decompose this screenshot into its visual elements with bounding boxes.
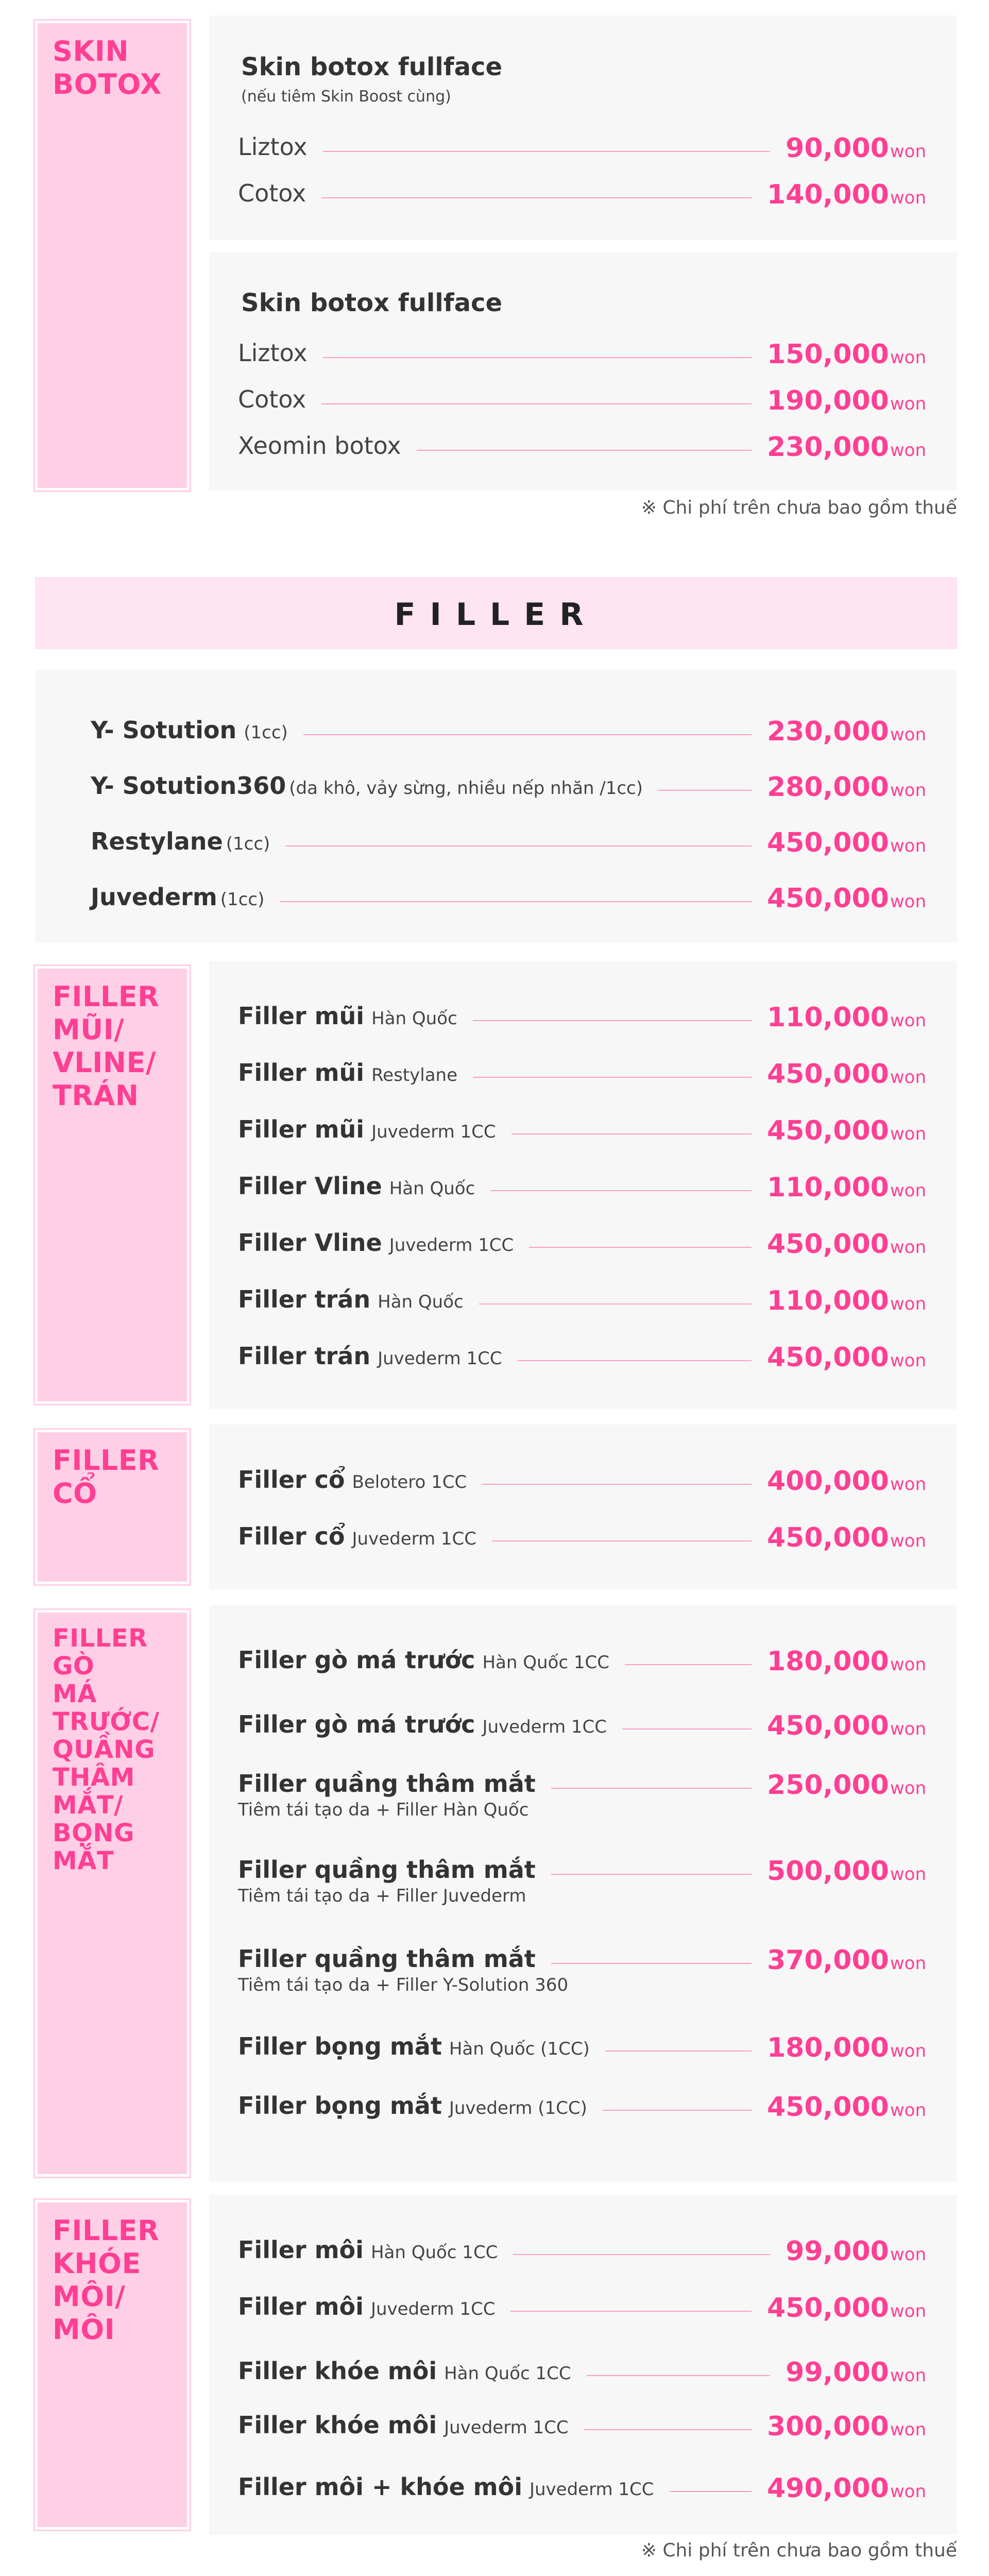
item-name	[238, 1172, 475, 1200]
price-row	[238, 2411, 926, 2442]
side-title-line: MÔI/	[53, 2280, 126, 2313]
item-detail: Hàn Quốc	[389, 1178, 475, 1199]
side-title-line: THÂM MẮT/	[53, 1763, 135, 1820]
side-title-line: FILLER GÒ	[53, 1624, 148, 1681]
currency: won	[890, 394, 926, 414]
side-title-line: MŨI/	[53, 1013, 125, 1046]
side-panel-skin-botox	[35, 21, 190, 490]
leader-line	[587, 2375, 770, 2376]
item-name-text: Filler môi	[238, 2293, 364, 2320]
side-title	[53, 2214, 159, 2346]
currency: won	[890, 188, 926, 208]
item-subtitle: Tiêm tái tạo da + Filler Juvederm	[238, 1886, 526, 1906]
leader-line	[285, 845, 752, 846]
price-value: 180,000	[766, 2032, 889, 2063]
item-name: Xeomin botox	[238, 432, 401, 460]
leader-line	[584, 2429, 752, 2430]
item-name-text: Filler cổ	[238, 1522, 345, 1550]
leader-line	[321, 403, 752, 404]
item-name-text: Filler mũi	[238, 1115, 365, 1143]
currency: won	[890, 2419, 926, 2440]
item-name	[238, 2236, 498, 2264]
box-subtitle: (nếu tiêm Skin Boost cùng)	[241, 88, 451, 106]
currency: won	[890, 1778, 926, 1799]
side-title	[53, 1624, 190, 1875]
price-value: 110,000	[766, 1285, 889, 1316]
item-price	[767, 827, 926, 858]
item-name-text: Filler bọng mắt	[238, 2032, 442, 2060]
item-name-text: Filler Vline	[238, 1172, 382, 1200]
side-title-line: BỌNG MẮT	[53, 1819, 134, 1875]
currency: won	[890, 1294, 926, 1314]
side-panel-filler-cheek	[35, 1610, 190, 2177]
filler-nose-box	[209, 961, 957, 1409]
price-row	[238, 1710, 926, 1741]
item-name	[238, 1115, 496, 1143]
price-row	[238, 1856, 926, 1906]
price-value: 450,000	[766, 1059, 889, 1090]
leader-line	[510, 2311, 752, 2312]
item-detail: Hàn Quốc	[371, 1008, 457, 1029]
leader-line	[490, 1190, 752, 1191]
item-price	[767, 2092, 926, 2123]
item-price	[767, 339, 926, 370]
price-value: 300,000	[766, 2411, 889, 2442]
item-price	[767, 2411, 926, 2442]
price-value: 230,000	[766, 432, 889, 463]
leader-line	[551, 1963, 752, 1964]
item-name-text: Filler gò má trước	[238, 1710, 475, 1738]
price-row	[238, 1115, 926, 1146]
currency: won	[890, 891, 926, 912]
item-price	[767, 1342, 926, 1373]
item-name: Cotox	[238, 385, 306, 413]
price-value: 450,000	[766, 2293, 889, 2324]
item-price	[767, 432, 926, 463]
leader-line	[473, 1020, 752, 1021]
item-name-text: Filler Vline	[238, 1229, 382, 1257]
price-row	[238, 1285, 926, 1316]
price-value: 110,000	[766, 1172, 889, 1203]
item-detail: Restylane	[371, 1065, 458, 1086]
currency: won	[890, 1350, 926, 1371]
currency: won	[890, 1124, 926, 1144]
item-detail: Hàn Quốc	[378, 1292, 464, 1312]
side-title	[53, 35, 162, 101]
leader-line	[605, 2050, 752, 2052]
currency: won	[890, 2365, 926, 2386]
item-detail: Juvederm 1CC	[529, 2479, 654, 2500]
item-detail: Juvederm 1CC	[389, 1235, 514, 1256]
side-title	[53, 980, 159, 1112]
side-panel-filler-lips	[35, 2200, 190, 2530]
price-value: 450,000	[766, 827, 889, 858]
skin-botox-box-1	[209, 15, 957, 240]
item-detail: Hàn Quốc (1CC)	[449, 2039, 590, 2059]
item-name-text: Filler khóe môi	[238, 2357, 437, 2385]
item-name: Liztox	[238, 133, 308, 161]
currency: won	[890, 141, 926, 162]
currency: won	[890, 2301, 926, 2321]
leader-line	[323, 151, 770, 152]
heading-text: FILLER	[394, 597, 598, 633]
item-detail: Juvederm 1CC	[378, 1348, 502, 1369]
item-name	[238, 2032, 590, 2060]
price-row	[238, 179, 926, 210]
leader-line	[513, 2254, 770, 2255]
currency: won	[890, 2244, 926, 2265]
leader-line	[321, 197, 752, 198]
price-row	[238, 339, 926, 370]
item-name-text: Filler quầng thâm mắt	[238, 1856, 536, 1884]
item-price	[767, 1945, 926, 1976]
price-row	[238, 1059, 926, 1090]
price-row	[238, 1646, 926, 1677]
price-value: 400,000	[766, 1466, 889, 1497]
item-name-text: Filler gò má trước	[238, 1646, 475, 1674]
price-value: 250,000	[766, 1770, 889, 1801]
item-name	[91, 716, 288, 744]
side-title-line: FILLER	[53, 2214, 160, 2247]
filler-cheek-box	[209, 1605, 957, 2182]
item-name	[238, 2357, 571, 2385]
item-name	[238, 1646, 609, 1674]
item-name-text: Filler trán	[238, 1342, 371, 1370]
price-value: 99,000	[786, 2357, 889, 2388]
side-title-line: TRÁN	[53, 1079, 139, 1112]
price-row	[238, 385, 926, 416]
item-detail: Juvederm (1CC)	[449, 2098, 587, 2119]
item-name	[238, 1002, 457, 1030]
currency: won	[890, 1067, 926, 1088]
item-price	[767, 1172, 926, 1203]
item-name	[238, 1466, 467, 1494]
item-detail: (1cc)	[220, 889, 265, 910]
item-name	[238, 1770, 536, 1798]
price-value: 150,000	[766, 339, 889, 370]
currency: won	[890, 1719, 926, 1739]
currency: won	[890, 1010, 926, 1031]
currency: won	[890, 1864, 926, 1885]
section-heading-filler	[35, 577, 957, 649]
item-detail: Belotero 1CC	[352, 1472, 467, 1493]
price-value: 370,000	[766, 1945, 889, 1976]
item-price	[767, 716, 926, 747]
price-value: 230,000	[766, 716, 889, 747]
item-price	[767, 1059, 926, 1090]
item-name: Liztox	[238, 339, 308, 367]
leader-line	[417, 450, 752, 451]
item-detail: Juvederm 1CC	[371, 1122, 496, 1142]
item-name	[238, 1710, 607, 1738]
price-row	[91, 883, 926, 914]
skin-botox-box-2	[209, 252, 957, 490]
leader-line	[603, 2110, 752, 2111]
item-name	[238, 2473, 654, 2501]
item-name	[238, 1945, 536, 1973]
item-name-text: Filler cổ	[238, 1466, 345, 1494]
price-value: 500,000	[766, 1856, 889, 1887]
price-value: 450,000	[766, 1342, 889, 1373]
leader-line	[323, 357, 752, 358]
item-name-text: Restylane	[91, 827, 223, 855]
side-title-line: BOTOX	[53, 68, 162, 100]
item-price	[767, 2293, 926, 2324]
item-name-text: Y- Sotution	[91, 716, 237, 744]
item-price	[767, 772, 926, 803]
price-row	[238, 2236, 926, 2267]
leader-line	[529, 1247, 752, 1248]
item-detail: (1cc)	[244, 722, 288, 743]
item-name	[91, 883, 264, 911]
item-price	[767, 1770, 926, 1801]
currency: won	[890, 1474, 926, 1495]
price-value: 110,000	[766, 1002, 889, 1033]
price-row	[238, 1945, 926, 1995]
currency: won	[890, 2481, 926, 2502]
leader-line	[303, 734, 752, 735]
item-name-text: Filler môi	[238, 2236, 364, 2264]
item-name-text: Filler mũi	[238, 1059, 365, 1087]
item-price	[767, 179, 926, 210]
price-value: 180,000	[766, 1646, 889, 1677]
price-value: 99,000	[786, 2236, 889, 2267]
price-value: 90,000	[786, 133, 889, 164]
item-name-text: Filler môi + khóe môi	[238, 2473, 522, 2501]
leader-line	[492, 1540, 752, 1541]
item-name	[238, 2293, 495, 2320]
item-name-text: Y- Sotution360	[91, 772, 286, 800]
item-name	[238, 1059, 457, 1087]
price-row	[238, 133, 926, 164]
item-name	[91, 827, 270, 855]
item-name	[238, 1856, 536, 1884]
currency: won	[890, 724, 926, 745]
item-detail: Hàn Quốc 1CC	[482, 1652, 609, 1673]
side-title-line: FILLER	[53, 980, 160, 1013]
leader-line	[625, 1664, 752, 1665]
item-price	[767, 1285, 926, 1316]
item-detail: (da khô, vảy sừng, nhiều nếp nhăn /1cc)	[289, 778, 643, 799]
price-value: 450,000	[766, 1522, 889, 1553]
leader-line	[551, 1788, 752, 1789]
currency: won	[890, 347, 926, 368]
item-detail: Juvederm 1CC	[482, 1717, 607, 1737]
item-price	[786, 2236, 926, 2267]
tax-note: ※ Chi phí trên chưa bao gồm thuế	[641, 497, 957, 518]
item-name-text: Filler quầng thâm mắt	[238, 1945, 536, 1973]
item-price	[767, 1522, 926, 1553]
side-panel-filler-neck	[35, 1430, 190, 1584]
item-price	[767, 1646, 926, 1677]
item-price	[767, 1002, 926, 1033]
item-name	[238, 2411, 569, 2439]
item-name	[238, 2092, 587, 2120]
item-name	[91, 772, 643, 800]
price-row	[238, 1229, 926, 1260]
price-row	[238, 2092, 926, 2123]
item-detail: Juvederm 1CC	[444, 2417, 569, 2438]
currency: won	[890, 780, 926, 801]
filler-lips-box	[209, 2195, 957, 2535]
leader-line	[473, 1077, 752, 1078]
leader-line	[280, 901, 752, 902]
item-detail: (1cc)	[226, 834, 270, 854]
currency: won	[890, 1237, 926, 1258]
price-value: 450,000	[766, 2092, 889, 2123]
item-name-text: Filler khóe môi	[238, 2411, 437, 2439]
item-price	[767, 1856, 926, 1887]
item-detail: Hàn Quốc 1CC	[370, 2242, 498, 2263]
currency: won	[890, 1654, 926, 1675]
leader-line	[482, 1484, 752, 1485]
leader-line	[518, 1360, 752, 1361]
item-name-text: Filler quầng thâm mắt	[238, 1770, 536, 1798]
item-price	[767, 2032, 926, 2063]
item-name-text: Filler mũi	[238, 1002, 365, 1030]
price-value: 450,000	[766, 1710, 889, 1741]
item-detail: Hàn Quốc 1CC	[444, 2363, 571, 2384]
item-price	[767, 385, 926, 416]
item-name	[238, 1522, 476, 1550]
price-value: 280,000	[766, 772, 889, 803]
item-name-text: Juvederm	[91, 883, 217, 911]
currency: won	[890, 1531, 926, 1551]
item-price	[786, 2357, 926, 2388]
price-row	[238, 1522, 926, 1553]
item-price	[767, 883, 926, 914]
price-row	[91, 827, 926, 858]
item-name	[238, 1229, 514, 1257]
price-row	[238, 2473, 926, 2504]
side-title-line: CỔ	[53, 1477, 97, 1510]
side-panel-filler-nose	[35, 966, 190, 1404]
side-title-line: MÔI	[53, 2313, 115, 2346]
currency: won	[890, 836, 926, 856]
price-value: 140,000	[766, 179, 889, 210]
item-price	[786, 133, 926, 164]
side-title-line: VLINE/	[53, 1046, 157, 1079]
price-row	[238, 1172, 926, 1203]
item-name-text: Filler bọng mắt	[238, 2092, 442, 2120]
side-title-line: KHÓE	[53, 2247, 141, 2280]
currency: won	[890, 2100, 926, 2121]
price-row	[238, 2032, 926, 2063]
leader-line	[479, 1303, 752, 1304]
filler-neck-box	[209, 1425, 957, 1589]
item-detail: Juvederm 1CC	[370, 2299, 496, 2319]
leader-line	[622, 1728, 752, 1730]
price-row	[91, 772, 926, 803]
item-price	[767, 2473, 926, 2504]
box-title: Skin botox fullface	[241, 53, 502, 81]
side-title	[53, 1444, 159, 1510]
filler-general-box	[35, 670, 957, 943]
box-title: Skin botox fullface	[241, 289, 502, 317]
tax-note: ※ Chi phí trên chưa bao gồm thuế	[641, 2540, 957, 2561]
item-name	[238, 1342, 502, 1370]
price-value: 450,000	[766, 1229, 889, 1260]
item-price	[767, 1115, 926, 1146]
price-value: 450,000	[766, 1115, 889, 1146]
item-price	[767, 1466, 926, 1497]
leader-line	[511, 1133, 752, 1134]
side-title-line: FILLER	[53, 1444, 160, 1477]
currency: won	[890, 1953, 926, 1974]
item-subtitle: Tiêm tái tạo da + Filler Hàn Quốc	[238, 1800, 529, 1820]
price-row	[238, 1770, 926, 1820]
side-title-line: QUẦNG	[53, 1735, 155, 1764]
leader-line	[670, 2491, 752, 2492]
price-row	[238, 2357, 926, 2388]
item-subtitle: Tiêm tái tạo da + Filler Y-Solution 360	[238, 1975, 569, 1995]
currency: won	[890, 2041, 926, 2061]
currency: won	[890, 1180, 926, 1201]
currency: won	[890, 440, 926, 461]
leader-line	[658, 790, 752, 791]
price-row	[238, 1002, 926, 1033]
side-title-line: MÁ TRƯỚC/	[53, 1680, 160, 1736]
price-value: 450,000	[766, 883, 889, 914]
price-row	[91, 716, 926, 747]
price-row	[238, 432, 926, 463]
price-value: 490,000	[766, 2473, 889, 2504]
price-row	[238, 1466, 926, 1497]
leader-line	[551, 1874, 752, 1875]
item-detail: Juvederm 1CC	[352, 1529, 477, 1549]
item-name	[238, 1285, 464, 1313]
price-value: 190,000	[766, 385, 889, 416]
item-price	[767, 1710, 926, 1741]
item-name: Cotox	[238, 179, 306, 207]
price-row	[238, 1342, 926, 1373]
price-row	[238, 2293, 926, 2324]
item-name-text: Filler trán	[238, 1285, 371, 1313]
item-price	[767, 1229, 926, 1260]
side-title-line: SKIN	[53, 35, 129, 67]
